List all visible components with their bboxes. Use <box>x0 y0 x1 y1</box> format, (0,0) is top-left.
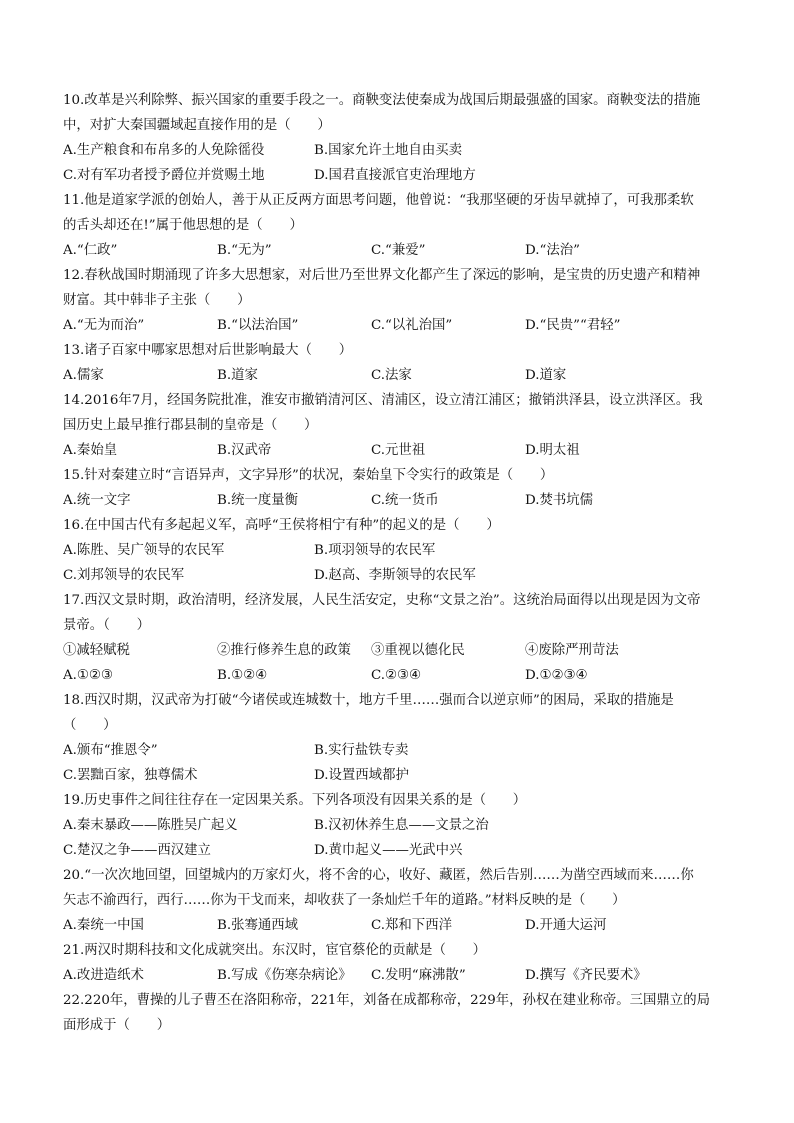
option-row <box>63 488 733 513</box>
option-item: A.改进造纸术 <box>63 968 144 983</box>
option-row <box>63 238 733 263</box>
question-stem-line: 14.2016年7月，经国务院批准，淮安市撤销清河区、清浦区，设立清江浦区；撤销洪泽县，设立洪泽区。我 <box>63 393 703 408</box>
question-stem-line: 财富。其中韩非子主张（ ） <box>63 293 251 308</box>
option-item: C.发明“麻沸散” <box>371 968 466 983</box>
option-item: D.开通大运河 <box>525 918 607 933</box>
option-row <box>63 763 733 788</box>
statement-item: ③重视以德化民 <box>371 643 465 658</box>
exam-page <box>63 88 733 1038</box>
question-stem-line: 21.两汉时期科技和文化成就突出。东汉时，宦官蔡伦的贡献是（ ） <box>63 943 487 958</box>
question-stem-line: 中，对扩大秦国疆域起直接作用的是（ ） <box>63 118 331 133</box>
question-stem-line: 13.诸子百家中哪家思想对后世影响最大（ ） <box>63 343 353 358</box>
option-item: B.统一度量衡 <box>217 493 299 508</box>
statement-item: ②推行修养生息的政策 <box>217 643 351 658</box>
option-item: C.②③④ <box>371 668 422 683</box>
option-row <box>63 913 733 938</box>
option-item: C.“兼爱” <box>371 243 426 258</box>
question-stem-line: 矢志不渝西行，西行……你为干戈而来，却收获了一条灿烂千年的道路。”材料反映的是（ ） <box>63 893 626 908</box>
option-item: D.国君直接派官吏治理地方 <box>314 168 476 183</box>
option-item: B.①②④ <box>217 668 268 683</box>
option-item: D.道家 <box>525 368 567 383</box>
question-stem-line: 面形成于（ ） <box>63 1018 171 1033</box>
option-row <box>63 438 733 463</box>
option-item: A.统一文字 <box>63 493 131 508</box>
question-stem-line: 18.西汉时期，汉武帝为打破“今诸侯或连城数十，地方千里……强而合以逆京师”的困局，采取的措施是 <box>63 693 674 708</box>
option-row <box>63 663 733 688</box>
option-item: D.焚书坑儒 <box>525 493 594 508</box>
option-row <box>63 313 733 338</box>
option-item: C.刘邦领导的农民军 <box>63 568 185 583</box>
option-item: A.儒家 <box>63 368 104 383</box>
option-item: B.国家允许土地自由买卖 <box>314 143 463 158</box>
option-item: A.“无为而治” <box>63 318 145 333</box>
option-item: C.“以礼治国” <box>371 318 453 333</box>
option-item: C.对有军功者授予爵位并赏赐土地 <box>63 168 265 183</box>
question-stem-line: 10.改革是兴利除弊、振兴国家的重要手段之一。商鞅变法使秦成为战国后期最强盛的国家。商鞅变法的措施 <box>63 93 701 108</box>
option-item: D.①②③④ <box>525 668 588 683</box>
option-row <box>63 813 733 838</box>
option-item: B.写成《伤寒杂病论》 <box>217 968 352 983</box>
option-item: D.“法治” <box>525 243 580 258</box>
question-stem-line: 19.历史事件之间往往存在一定因果关系。下列各项没有因果关系的是（ ） <box>63 793 527 808</box>
option-item: D.设置西域都护 <box>314 768 409 783</box>
option-item: B.“无为” <box>217 243 272 258</box>
question-stem-line: 15.针对秦建立时“言语异声，文字异形”的状况，秦始皇下令实行的政策是（ ） <box>63 468 554 483</box>
question-stem-line: 20.“一次次地回望，回望城内的万家灯火，将不舍的心，收好、藏匿，然后告别……为凿空西域而来……你 <box>63 868 694 883</box>
option-item: D.“民贵”“君轻” <box>525 318 621 333</box>
option-item: C.统一货币 <box>371 493 439 508</box>
statement-item: ④废除严刑苛法 <box>525 643 619 658</box>
option-row <box>63 563 733 588</box>
option-item: B.项羽领导的农民军 <box>314 543 436 558</box>
option-row <box>63 138 733 163</box>
option-row <box>63 963 733 988</box>
option-row <box>63 838 733 863</box>
question-stem-line: 国历史上最早推行郡县制的皇帝是（ ） <box>63 418 318 433</box>
question-stem-line: 景帝。（ ） <box>63 618 151 633</box>
question-stem-line: （ ） <box>63 718 117 733</box>
option-item: A.“仁政” <box>63 243 118 258</box>
question-stem-line: 17.西汉文景时期，政治清明，经济发展，人民生活安定，史称“文景之治”。这统治局面得以出现是因为文帝 <box>63 593 701 608</box>
option-item: B.“以法治国” <box>217 318 299 333</box>
question-stem-line: 的舌头却还在!”属于他思想的是（ ） <box>63 218 303 233</box>
question-stem-line: 11.他是道家学派的创始人，善于从正反两方面思考问题，他曾说：“我那坚硬的牙齿早就掉了，可我那柔软 <box>63 193 694 208</box>
option-item: A.秦始皇 <box>63 443 118 458</box>
option-item: C.楚汉之争——西汉建立 <box>63 843 211 858</box>
option-row <box>63 163 733 188</box>
option-row <box>63 738 733 763</box>
option-item: B.汉武帝 <box>217 443 272 458</box>
option-item: C.法家 <box>371 368 412 383</box>
option-item: C.罢黜百家，独尊儒术 <box>63 768 198 783</box>
statement-row <box>63 638 733 663</box>
option-item: D.撰写《齐民要术》 <box>525 968 647 983</box>
question-stem-line: 22.220年，曹操的儿子曹丕在洛阳称帝，221年，刘备在成都称帝，229年，孙权在建业称帝。三国鼎立的局 <box>63 993 710 1008</box>
statement-item: ①减轻赋税 <box>63 643 130 658</box>
option-item: A.颁布“推恩令” <box>63 743 158 758</box>
option-item: D.赵高、李斯领导的农民军 <box>314 568 476 583</box>
question-stem-line: 16.在中国古代有多起起义军，高呼“王侯将相宁有种”的起义的是（ ） <box>63 518 500 533</box>
option-item: A.生产粮食和布帛多的人免除徭役 <box>63 143 265 158</box>
question-stem-line: 12.春秋战国时期涌现了许多大思想家，对后世乃至世界文化都产生了深远的影响，是宝贵的历史遗产和精神 <box>63 268 701 283</box>
option-item: B.张骞通西域 <box>217 918 299 933</box>
option-item: C.元世祖 <box>371 443 426 458</box>
option-row <box>63 363 733 388</box>
option-item: C.郑和下西洋 <box>371 918 452 933</box>
option-item: B.道家 <box>217 368 258 383</box>
option-item: A.陈胜、吴广领导的农民军 <box>63 543 225 558</box>
option-item: D.黄巾起义——光武中兴 <box>314 843 463 858</box>
option-item: D.明太祖 <box>525 443 580 458</box>
option-item: B.实行盐铁专卖 <box>314 743 409 758</box>
option-row <box>63 538 733 563</box>
option-item: B.汉初休养生息——文景之治 <box>314 818 489 833</box>
option-item: A.秦统一中国 <box>63 918 144 933</box>
option-item: A.秦末暴政——陈胜吴广起义 <box>63 818 238 833</box>
option-item: A.①②③ <box>63 668 113 683</box>
